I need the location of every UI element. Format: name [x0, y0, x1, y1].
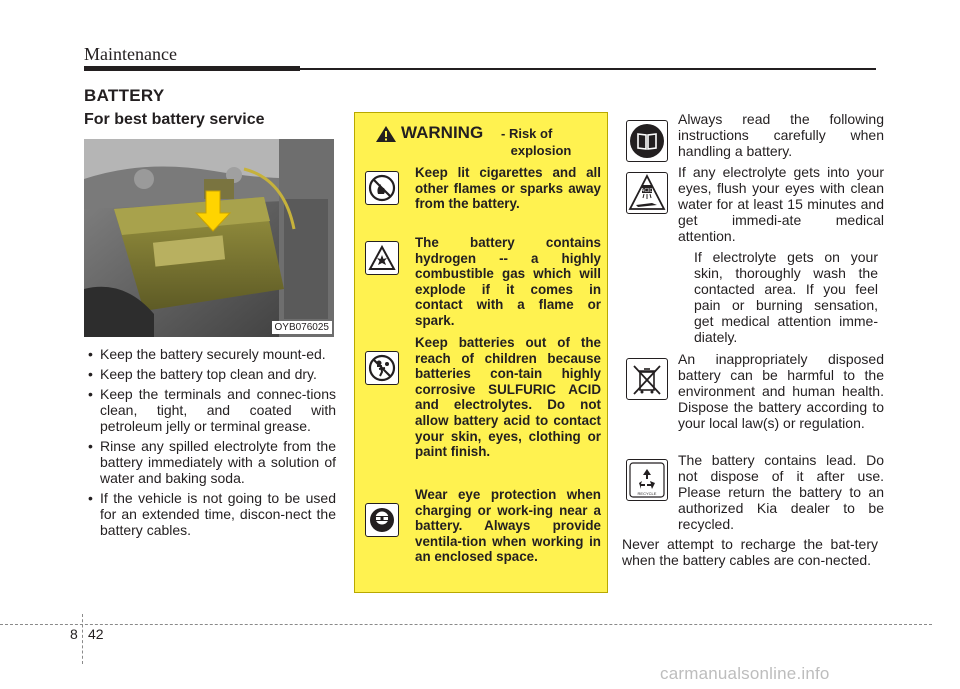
page-number: 42: [88, 626, 104, 642]
list-item: • Keep the battery top clean and dry.: [84, 366, 336, 382]
list-item: • Keep the terminals and connec-tions clean, tight, and coated with petroleum jelly or terminal grease.: [84, 386, 336, 434]
list-item: • Rinse any spilled electrolyte from the battery immediately with a solution of water and baking soda.: [84, 438, 336, 486]
watermark: carmanualsonline.info: [660, 664, 830, 683]
acid-burn-icon: [626, 172, 668, 214]
eye-protection-icon: [365, 503, 399, 537]
footer-rule: [0, 624, 932, 625]
header-rule-thin: [300, 68, 876, 70]
instruction-text: An inappropriately disposed battery can be harmful to the environment and human health. Dispose the battery according to your local law(s) or regulation.: [678, 351, 884, 431]
battery-photo: [84, 139, 334, 337]
chapter-number: 8: [70, 626, 78, 642]
instruction-text: If electrolyte gets on your skin, thoroughly wash the contacted area. If you feel pain or burning sensation, get medical attention imme-diately.: [694, 249, 878, 345]
list-item: • If the vehicle is not going to be used for an extended time, discon-nect the battery cables.: [84, 490, 336, 538]
page-heading: BATTERY: [84, 86, 165, 105]
section-name: Maintenance: [84, 44, 177, 64]
keep-away-from-children-icon: [365, 351, 399, 385]
instruction-text: The battery contains lead. Do not dispose of it after use. Please return the battery to an authorized Kia dealer to be recycled.: [678, 452, 884, 532]
warning-risk-line2: explosion: [510, 143, 572, 158]
warning-item-text: Keep lit cigarettes and all other flames or sparks away from the battery.: [415, 165, 601, 212]
warning-box: [354, 112, 608, 593]
photo-code: OYB076025: [272, 321, 333, 334]
battery-care-list: [84, 346, 336, 542]
recycle-icon-label: RECYCLE: [637, 491, 657, 496]
recycle-icon: [626, 459, 668, 501]
header-rule-thick: [84, 66, 300, 71]
list-item: • Keep the battery securely mount-ed.: [84, 346, 336, 362]
warning-risk: - Risk of: [501, 126, 553, 141]
warning-item-text: The battery contains hydrogen -- a highly combustible gas which will explode if it comes in contact with a flame or spark.: [415, 235, 601, 328]
read-manual-icon: [626, 120, 668, 162]
footer-divider: [82, 614, 83, 664]
sub-heading: For best battery service: [84, 111, 265, 128]
warning-item-text: Wear eye protection when charging or work-ing near a battery. Always provide ventila-tion when working in an enclosed space.: [415, 487, 601, 565]
no-flame-icon: [365, 171, 399, 205]
acid-icon-label: ACID: [641, 188, 653, 194]
warning-triangle-icon: [375, 125, 397, 143]
instruction-text: Always read the following instructions carefully when handling a battery.: [678, 111, 884, 159]
warning-item-text: Keep batteries out of the reach of children because batteries con-tain highly corrosive SULFURIC ACID and electrolytes. Do not allow battery acid to contact your skin, eyes, clothing or paint finish.: [415, 335, 601, 460]
closing-warning-text: Never attempt to recharge the bat-tery when the battery cables are con-nected.: [622, 536, 878, 568]
no-trash-bin-icon: [626, 358, 668, 400]
instruction-text: If any electrolyte gets into your eyes, flush your eyes with clean water for at least 15 minutes and get immedi-ate medical attention.: [678, 164, 884, 244]
explosion-hazard-icon: [365, 241, 399, 275]
warning-word: WARNING: [401, 123, 484, 142]
